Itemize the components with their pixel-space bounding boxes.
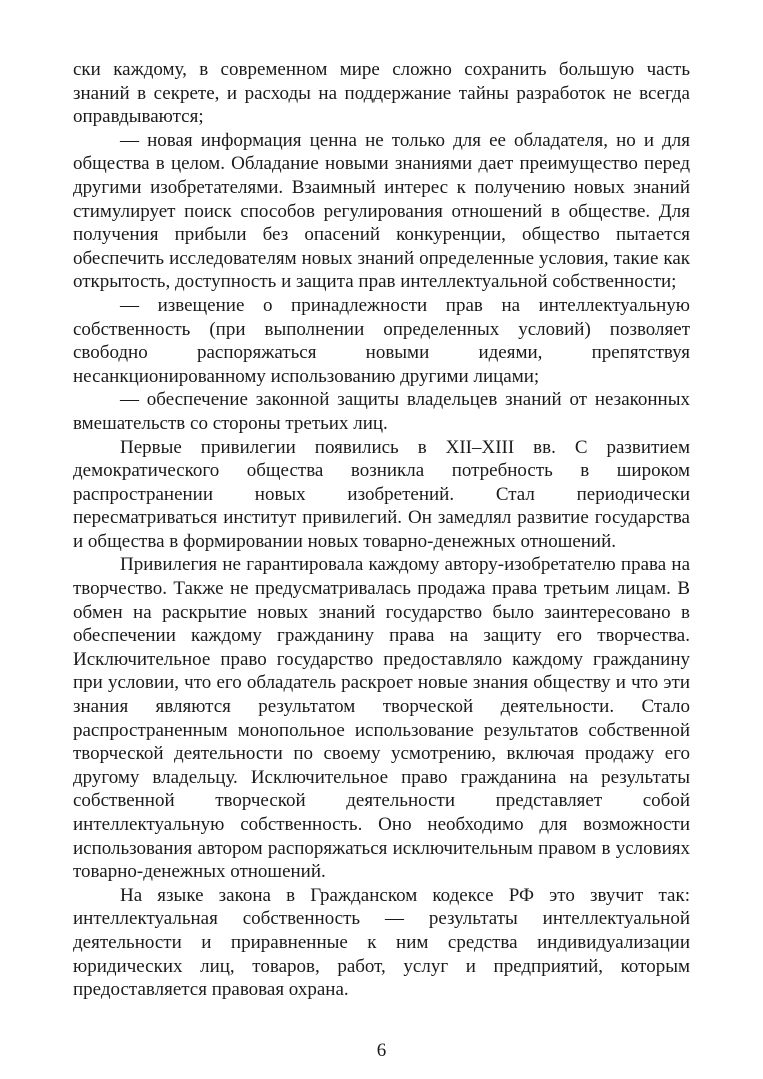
list-item-new-information: — новая информация ценна не только для ее обладателя, но и для общества в целом. Обладание новыми знаниями дает преимущество перед другими изобретателями. Взаимный интерес к получению новых знаний стимулирует поиск способов регулирования отношений в обществе. Для получения прибыли без опасений конкуренции, общество пытается обеспечить исследователям новых знаний определенные условия, такие как открытость, доступность и защита прав интеллектуальной собственности; (73, 129, 690, 293)
paragraph-privilege: Привилегия не гарантировала каждому автору-изобретателю права на творчество. Также не предусматривалась продажа права третьим лицам. В обмен на раскрытие новых знаний государство было заинтересовано в обеспечении каждому гражданину права на защиту его творчества. Исключительное право государство предоставляло каждому гражданину при условии, что его обладатель раскроет новые знания обществу и что эти знания являются результатом творческой деятельности. Стало распространенным монопольное использование результатов собственной творческой деятельности по своему усмотрению, включая продажу его другому владельцу. Исключительное право гражданина на результаты собственной творческой деятельности представляет собой интеллектуальную собственность. Оно необходимо для возможности использования автором распоряжаться исключительным правом в условиях товарно-денежных отношений. (73, 554, 690, 883)
list-item-notification: — извещение о принадлежности прав на интеллектуальную собственность (при выполнении определенных условий) позволяет свободно распоряжаться новыми идеями, препятствуя несанкционированному использованию другими лицами; (73, 294, 690, 387)
page-number: 6 (376, 1040, 387, 1061)
paragraph-continuation: ски каждому, в современном мире сложно сохранить большую часть знаний в секрете, и расходы на поддержание тайны разработок не всегда оправдываются; (73, 59, 690, 128)
list-item-legal-protection: — обеспечение законной защиты владельцев знаний от незаконных вмешательств со стороны третьих лиц. (73, 389, 690, 434)
paragraph-civil-code: На языке закона в Гражданском кодексе РФ это звучит так: интеллектуальная собственность — результаты интеллектуальной деятельности и приравненные к ним средства индивидуализации юридических лиц, товаров, работ, услуг и предприятий, которым предоставляется правовая охрана. (73, 884, 690, 1001)
page-body (73, 58, 690, 1002)
paragraph-first-privileges: Первые привилегии появились в XII–XIII вв. С развитием демократического общества возникла потребность в широком распространении новых изобретений. Стал периодически пересматриваться институт привилегий. Он замедлял развитие государства и общества в формировании новых товарно-денежных отношений. (73, 436, 690, 552)
